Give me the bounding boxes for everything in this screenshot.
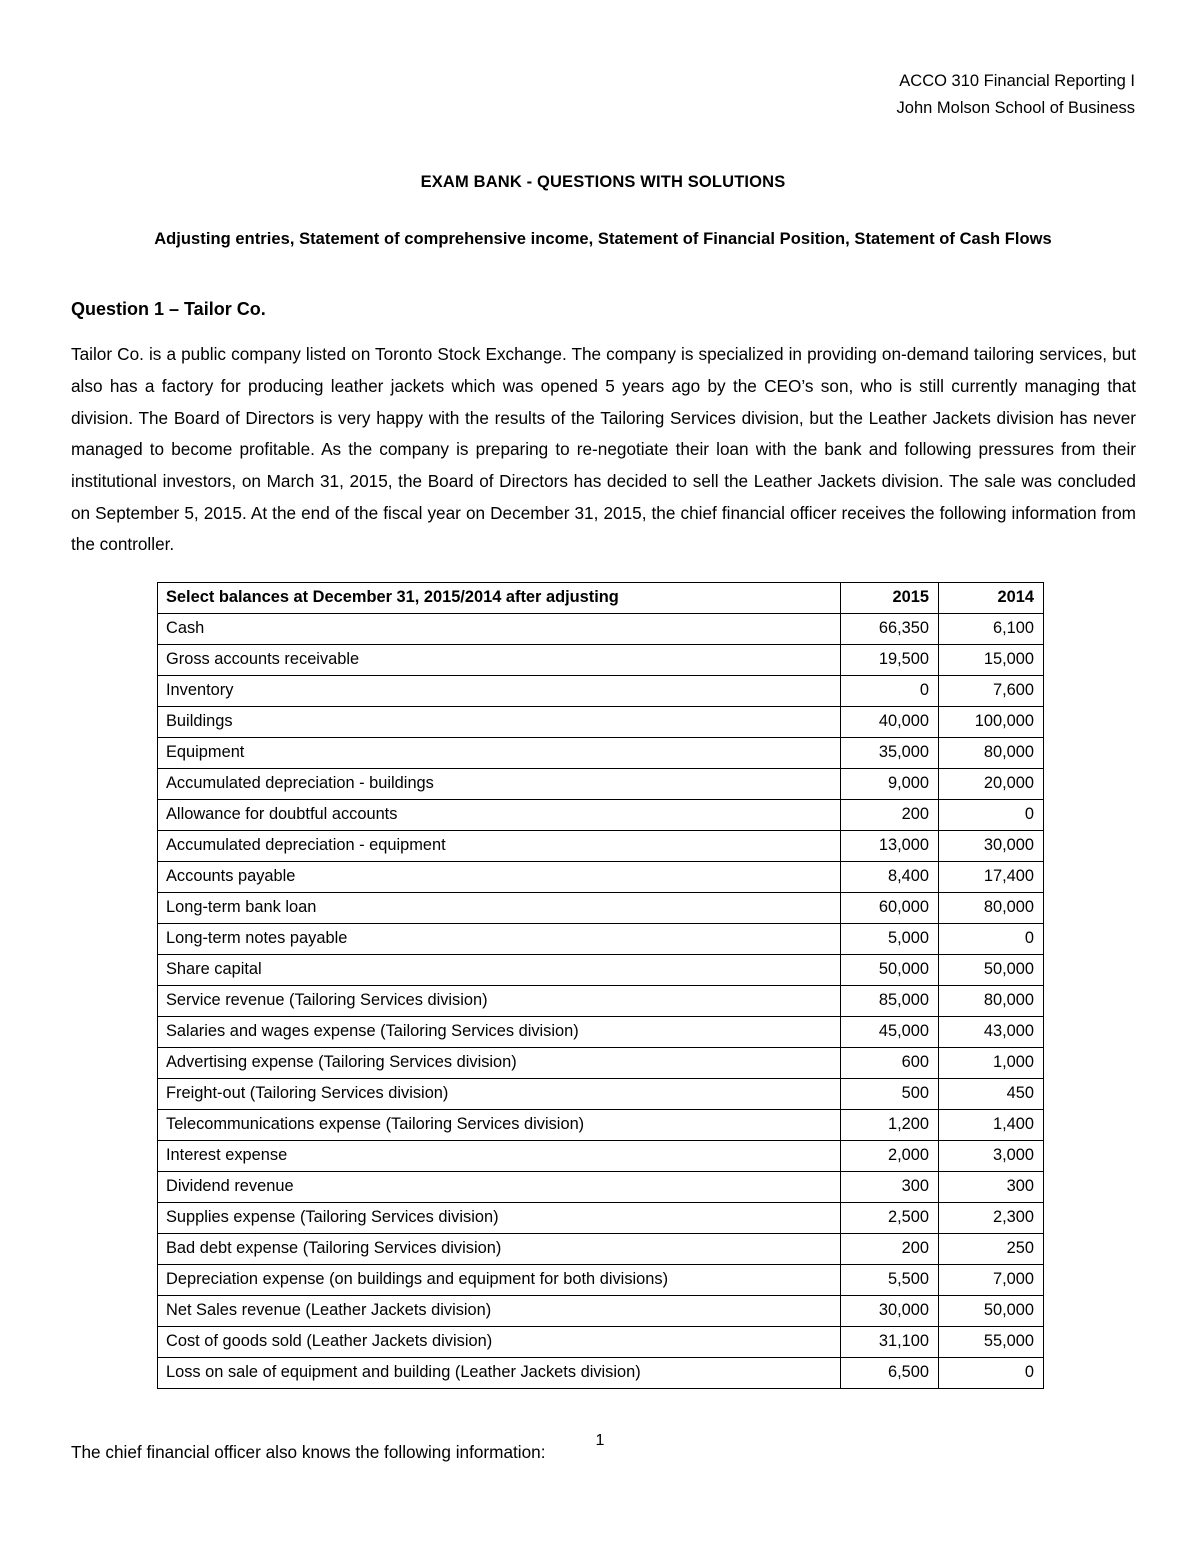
row-value-2015: 500 xyxy=(841,1078,939,1109)
table-row xyxy=(158,892,1044,923)
row-value-2014: 80,000 xyxy=(939,985,1044,1016)
row-label: Bad debt expense (Tailoring Services division) xyxy=(158,1233,841,1264)
row-value-2015: 2,000 xyxy=(841,1140,939,1171)
row-value-2015: 35,000 xyxy=(841,737,939,768)
column-header-label: Select balances at December 31, 2015/2014 after adjusting xyxy=(158,582,841,613)
row-label: Accounts payable xyxy=(158,861,841,892)
row-value-2015: 300 xyxy=(841,1171,939,1202)
row-value-2015: 30,000 xyxy=(841,1295,939,1326)
row-label: Long-term notes payable xyxy=(158,923,841,954)
row-value-2015: 8,400 xyxy=(841,861,939,892)
table-row xyxy=(158,768,1044,799)
row-label: Freight-out (Tailoring Services division) xyxy=(158,1078,841,1109)
row-label: Loss on sale of equipment and building (Leather Jackets division) xyxy=(158,1357,841,1388)
row-label: Depreciation expense (on buildings and equipment for both divisions) xyxy=(158,1264,841,1295)
table-body xyxy=(158,613,1044,1388)
row-value-2015: 200 xyxy=(841,1233,939,1264)
table-row xyxy=(158,861,1044,892)
row-label: Telecommunications expense (Tailoring Services division) xyxy=(158,1109,841,1140)
column-header-2015: 2015 xyxy=(841,582,939,613)
row-value-2015: 60,000 xyxy=(841,892,939,923)
row-value-2015: 5,500 xyxy=(841,1264,939,1295)
row-value-2015: 5,000 xyxy=(841,923,939,954)
row-value-2014: 15,000 xyxy=(939,644,1044,675)
row-value-2015: 40,000 xyxy=(841,706,939,737)
row-label: Inventory xyxy=(158,675,841,706)
table-row xyxy=(158,644,1044,675)
row-label: Interest expense xyxy=(158,1140,841,1171)
row-value-2014: 43,000 xyxy=(939,1016,1044,1047)
topics-subtitle: Adjusting entries, Statement of comprehensive income, Statement of Financial Position, Statement of Cash Flows xyxy=(154,230,1052,249)
row-label: Service revenue (Tailoring Services division) xyxy=(158,985,841,1016)
row-label: Advertising expense (Tailoring Services division) xyxy=(158,1047,841,1078)
row-value-2015: 66,350 xyxy=(841,613,939,644)
select-balances-table xyxy=(157,582,1044,1389)
table-row xyxy=(158,1326,1044,1357)
table-row xyxy=(158,675,1044,706)
row-label: Net Sales revenue (Leather Jackets division) xyxy=(158,1295,841,1326)
row-label: Supplies expense (Tailoring Services division) xyxy=(158,1202,841,1233)
row-value-2015: 6,500 xyxy=(841,1357,939,1388)
row-value-2014: 55,000 xyxy=(939,1326,1044,1357)
row-value-2014: 100,000 xyxy=(939,706,1044,737)
row-value-2015: 45,000 xyxy=(841,1016,939,1047)
row-label: Buildings xyxy=(158,706,841,737)
row-value-2014: 50,000 xyxy=(939,1295,1044,1326)
row-value-2014: 17,400 xyxy=(939,861,1044,892)
table-row xyxy=(158,923,1044,954)
row-value-2014: 80,000 xyxy=(939,737,1044,768)
row-value-2015: 200 xyxy=(841,799,939,830)
row-value-2014: 50,000 xyxy=(939,954,1044,985)
row-value-2015: 19,500 xyxy=(841,644,939,675)
row-label: Cash xyxy=(158,613,841,644)
table-row xyxy=(158,1109,1044,1140)
table-row xyxy=(158,799,1044,830)
table-row xyxy=(158,985,1044,1016)
table-row xyxy=(158,1264,1044,1295)
table-row xyxy=(158,954,1044,985)
row-label: Gross accounts receivable xyxy=(158,644,841,675)
row-value-2014: 1,400 xyxy=(939,1109,1044,1140)
row-label: Share capital xyxy=(158,954,841,985)
row-label: Accumulated depreciation - equipment xyxy=(158,830,841,861)
table-row xyxy=(158,830,1044,861)
row-value-2014: 80,000 xyxy=(939,892,1044,923)
table-row xyxy=(158,737,1044,768)
closing-text: The chief financial officer also knows the following information: xyxy=(71,1441,546,1462)
row-value-2014: 2,300 xyxy=(939,1202,1044,1233)
row-value-2014: 0 xyxy=(939,1357,1044,1388)
table-row xyxy=(158,1295,1044,1326)
row-value-2015: 1,200 xyxy=(841,1109,939,1140)
row-label: Accumulated depreciation - buildings xyxy=(158,768,841,799)
row-value-2014: 7,600 xyxy=(939,675,1044,706)
row-value-2015: 9,000 xyxy=(841,768,939,799)
row-value-2014: 20,000 xyxy=(939,768,1044,799)
table-row xyxy=(158,613,1044,644)
exam-bank-title: EXAM BANK - QUESTIONS WITH SOLUTIONS xyxy=(420,173,786,192)
row-value-2015: 2,500 xyxy=(841,1202,939,1233)
row-value-2014: 3,000 xyxy=(939,1140,1044,1171)
table-row xyxy=(158,1078,1044,1109)
row-label: Long-term bank loan xyxy=(158,892,841,923)
table-row xyxy=(158,1016,1044,1047)
row-label: Equipment xyxy=(158,737,841,768)
table-row xyxy=(158,1171,1044,1202)
row-value-2014: 250 xyxy=(939,1233,1044,1264)
course-name: ACCO 310 Financial Reporting I xyxy=(899,72,1135,90)
row-value-2014: 450 xyxy=(939,1078,1044,1109)
row-label: Allowance for doubtful accounts xyxy=(158,799,841,830)
row-label: Dividend revenue xyxy=(158,1171,841,1202)
table-row xyxy=(158,1357,1044,1388)
row-label: Cost of goods sold (Leather Jackets division) xyxy=(158,1326,841,1357)
question-body-text: Tailor Co. is a public company listed on Toronto Stock Exchange. The company is specialized in providing on-demand tailoring services, but also has a factory for producing leather jackets which was opened 5 years ago by the CEO’s son, who is still currently managing that division. The Board of Directors is very happy with the results of the Tailoring Services division, but the Leather Jackets division has never managed to become profitable. As the company is preparing to re-negotiate their loan with the bank and following pressures from their institutional investors, on March 31, 2015, the Board of Directors has decided to sell the Leather Jackets division. The sale was concluded on September 5, 2015. At the end of the fiscal year on December 31, 2015, the chief financial officer receives the following information from the controller. xyxy=(71,344,1136,555)
table-header-row xyxy=(158,582,1044,613)
table-row xyxy=(158,1140,1044,1171)
row-value-2015: 600 xyxy=(841,1047,939,1078)
row-value-2014: 6,100 xyxy=(939,613,1044,644)
row-value-2015: 0 xyxy=(841,675,939,706)
table-row xyxy=(158,706,1044,737)
table-row xyxy=(158,1047,1044,1078)
table-row xyxy=(158,1202,1044,1233)
row-value-2014: 30,000 xyxy=(939,830,1044,861)
question-heading: Question 1 – Tailor Co. xyxy=(71,299,266,320)
row-value-2014: 0 xyxy=(939,799,1044,830)
row-value-2015: 50,000 xyxy=(841,954,939,985)
table-row xyxy=(158,1233,1044,1264)
row-label: Salaries and wages expense (Tailoring Services division) xyxy=(158,1016,841,1047)
row-value-2015: 13,000 xyxy=(841,830,939,861)
row-value-2014: 0 xyxy=(939,923,1044,954)
column-header-2014: 2014 xyxy=(939,582,1044,613)
school-name: John Molson School of Business xyxy=(896,98,1135,117)
row-value-2015: 31,100 xyxy=(841,1326,939,1357)
row-value-2014: 7,000 xyxy=(939,1264,1044,1295)
row-value-2014: 1,000 xyxy=(939,1047,1044,1078)
document-header xyxy=(68,60,1135,121)
row-value-2014: 300 xyxy=(939,1171,1044,1202)
page-number: 1 xyxy=(595,1432,605,1449)
row-value-2015: 85,000 xyxy=(841,985,939,1016)
